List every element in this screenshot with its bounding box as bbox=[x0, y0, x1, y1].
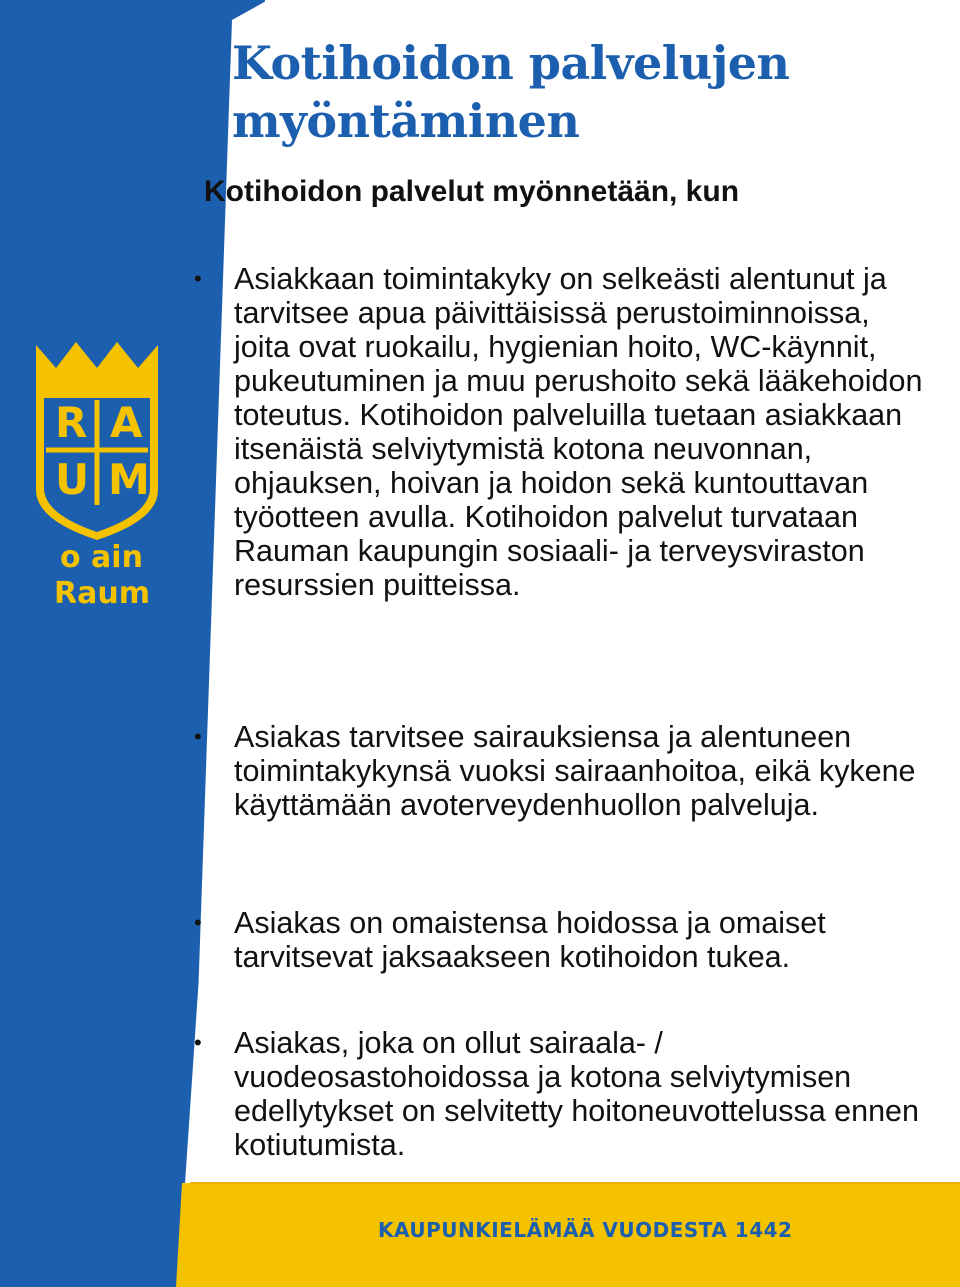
bullet-marker: • bbox=[194, 910, 202, 935]
list-item-text: Asiakkaan toimintakyky on selkeästi alentunut ja tarvitsee apua päivittäisissä perustoiminnoissa, joita ovat ruokailu, hygienian hoito, WC-käynnit, pukeutuminen ja muu perushoito sekä lääkehoidon toteutus. Kotihoidon palveluilla tuetaan asiakkaan itsenäistä selviytymistä kotona neuvonnan, ohjauksen, hoivan ja hoidon sekä kuntouttavan työotteen avulla. Kotihoidon palvelut turvataan Rauman kaupungin sosiaali- ja terveysviraston resurssien puitteissa. bbox=[234, 262, 923, 602]
crest-letter: U bbox=[55, 455, 90, 504]
page-title: Kotihoidon palvelujen myöntäminen bbox=[232, 36, 790, 148]
bullet-marker: • bbox=[194, 266, 202, 291]
crest-letter: A bbox=[110, 398, 143, 447]
intro-text: Kotihoidon palvelut myönnetään, kun bbox=[204, 175, 740, 208]
logo-slogan-line1: o ain bbox=[60, 540, 143, 575]
crest-letter: M bbox=[108, 455, 150, 504]
crest-letter: R bbox=[55, 398, 88, 447]
bullet-marker: • bbox=[194, 1030, 202, 1055]
list-item-text: Asiakas tarvitsee sairauksiensa ja alentuneen toimintakykynsä vuoksi sairaanhoitoa, eikä kykene käyttämään avoterveydenhuollon palveluja. bbox=[234, 720, 916, 822]
footer-slogan: KAUPUNKIELÄMÄÄ VUODESTA 1442 bbox=[378, 1218, 793, 1242]
list-item-text: Asiakas on omaistensa hoidossa ja omaiset tarvitsevat jaksaakseen kotihoidon tukea. bbox=[234, 906, 826, 974]
list-item-text: Asiakas, joka on ollut sairaala- / vuodeosastohoidossa ja kotona selviytymisen edellytykset on selvitetty hoitoneuvottelussa ennen kotiutumista. bbox=[234, 1026, 919, 1162]
bullet-marker: • bbox=[194, 724, 202, 749]
logo-slogan-line2: Raum bbox=[54, 576, 150, 611]
